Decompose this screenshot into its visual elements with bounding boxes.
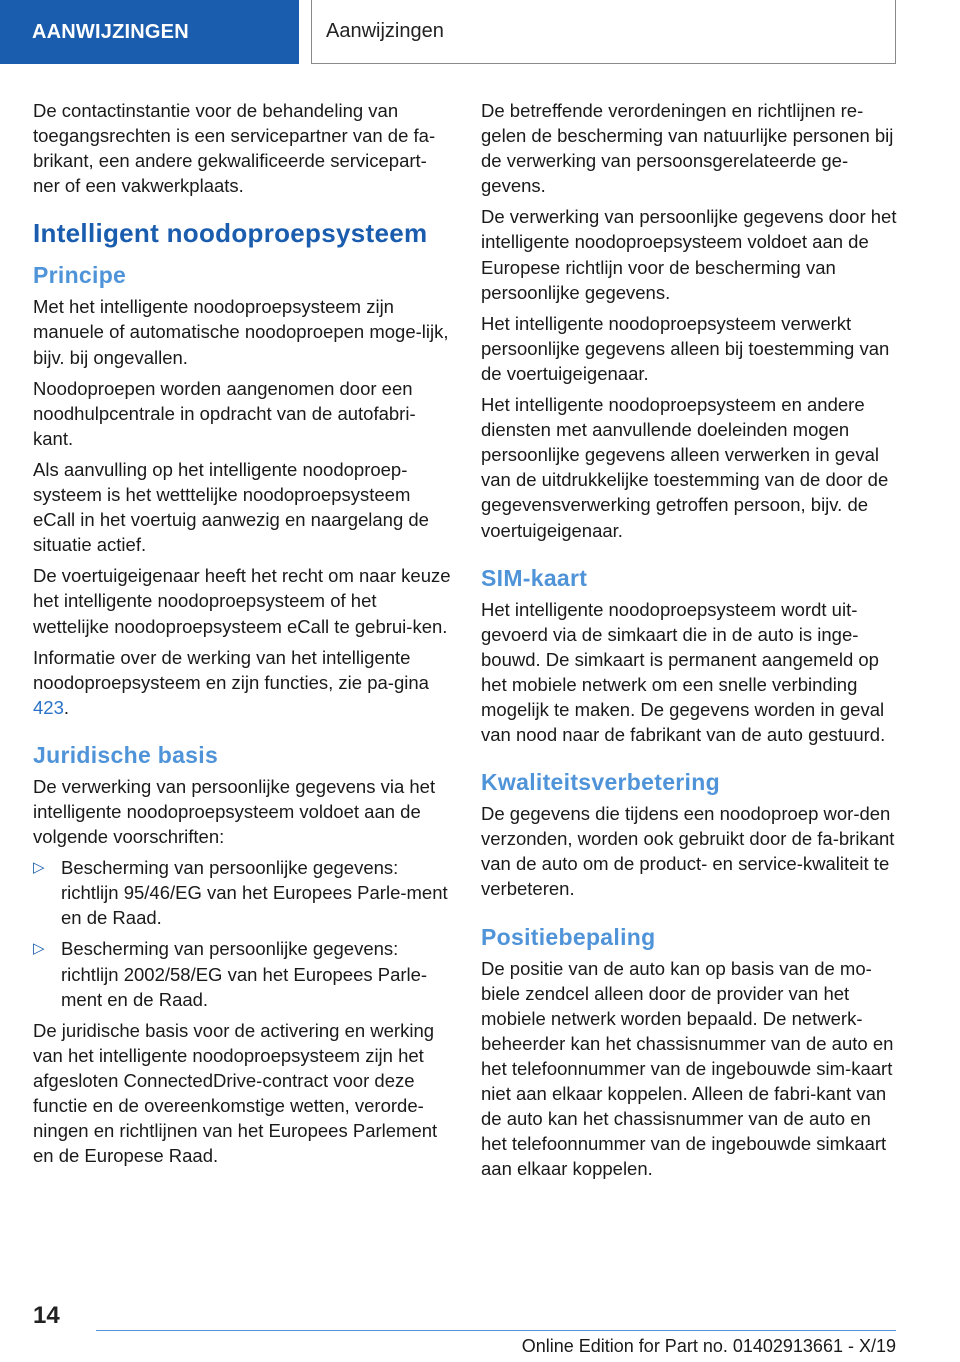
paragraph: Het intelligente noodoproepsysteem en andere diensten met aanvullende doeleinden mogen persoonlijke gegevens alleen verwerken in geval van de uitdrukkelijke toestemming van de door de gegevensverwerking getroffen persoon, bijv. de voertuigeigenaar. <box>481 394 889 541</box>
paragraph: De verwerking van persoonlijke gegevens door het intelligente noodoproepsysteem voldoet aan de Europese richtlijn voor de bescherming van persoonlijke gegevens. <box>481 206 897 303</box>
paragraph: De juridische basis voor de activering en werking van het intelligente noodoproepsysteem zijn het afgesloten ConnectedDrive-contract voor deze functie en de overeenkomstige wetten, verorde-ningen en richtlijnen van het Europees Parlement en de Europese Raad. <box>33 1019 438 1167</box>
page-heading: Intelligent noodoproepsysteem <box>33 218 428 249</box>
list-item-text: Bescherming van persoonlijke gegevens: richtlijn 95/46/EG van het Europees Parle-ment en de Raad. <box>61 857 448 929</box>
subheading-sim-kaart: SIM-kaart <box>481 564 588 591</box>
triangle-bullet-icon: ▷ <box>33 859 45 877</box>
paragraph: Het intelligente noodoproepsysteem wordt uit-gevoerd via de simkaart die in de auto is inge-bouwd. De simkaart is permanent aangemeld op het mobiele netwerk om een snelle verbinding mogelijk te maken. De gegevens worden in geval van nood naar de fabrikant van de auto gestuurd. <box>481 598 886 746</box>
list-item <box>33 855 451 930</box>
list-item <box>33 936 451 1011</box>
paragraph: Met het intelligente noodoproepsysteem zijn manuele of automatische noodoproepen moge-lijk, bijv. bij ongevallen. <box>33 296 449 368</box>
subheading-principe: Principe <box>33 262 127 289</box>
paragraph: De positie van de auto kan op basis van de mo-biele zendcel alleen door de provider van het mobiele netwerk worden bepaald. De netwerk-beheerder kan het chassisnummer van de auto en het telefoonnummer van de ingebouwde sim-kaart niet aan elkaar koppelen. Alleen de fabri-kant van de auto kan het chassisnummer van de auto en het telefoonnummer van de ingebouwde simkaart aan elkaar koppelen. <box>481 957 894 1180</box>
subheading-positiebepaling: Positiebepaling <box>481 923 656 950</box>
paragraph: Als aanvulling op het intelligente noodoproep-systeem is het wetttelijke noodoproepsysteem eCall in het voertuig aanwezig en naargelang de situatie actief. <box>33 458 429 556</box>
intro-paragraph: De contactinstantie voor de behandeling van toegangsrechten is een servicepartner van de fa-brikant, een andere gekwalificeerde servicepart-ner of een vakwerkplaats. <box>33 100 436 197</box>
list-item-text: Bescherming van persoonlijke gegevens: richtlijn 2002/58/EG van het Europees Parle-ment en de Raad. <box>61 938 428 1010</box>
subheading-juridische-basis: Juridische basis <box>33 741 219 768</box>
page-number: 14 <box>33 1302 60 1329</box>
left-column <box>33 98 451 1174</box>
paragraph: De betreffende verordeningen en richtlijnen re-gelen de bescherming van natuurlijke personen bij de verwerking van persoonsgerelateerde ge-gevens. <box>481 100 894 197</box>
page-reference-link[interactable]: 423 <box>33 696 64 718</box>
footer-divider <box>96 1330 896 1331</box>
bullet-list <box>33 855 451 1012</box>
paragraph: Het intelligente noodoproepsysteem verwerkt persoonlijke gegevens alleen bij toestemming van de voertuigeigenaar. <box>481 312 890 384</box>
paragraph-text: Informatie over de werking van het intelligente noodoproepsysteem en zijn functies, zie pa-gina <box>33 646 429 693</box>
paragraph: De verwerking van persoonlijke gegevens via het intelligente noodoproepsysteem voldoet aan de volgende voorschriften: <box>33 775 436 848</box>
paragraph: De voertuigeigenaar heeft het recht om naar keuze het intelligente noodoproepsysteem of het wettelijke noodoproepsysteem eCall te gebrui-ken. <box>33 565 451 637</box>
footer-edition: Online Edition for Part no. 01402913661 - X/19 <box>521 1336 896 1356</box>
section-title: Aanwijzingen <box>311 0 896 64</box>
paragraph-with-page-ref <box>33 645 451 720</box>
right-column <box>481 98 901 1187</box>
subheading-kwaliteitsverbetering: Kwaliteitsverbetering <box>481 769 720 796</box>
section-tab: AANWIJZINGEN <box>0 0 299 64</box>
triangle-bullet-icon: ▷ <box>33 940 45 958</box>
paragraph: Noodoproepen worden aangenomen door een noodhulpcentrale in opdracht van de autofabri-kant. <box>33 377 416 449</box>
paragraph-end: . <box>63 696 70 718</box>
paragraph: De gegevens die tijdens een noodoproep wor-den verzonden, worden ook gebruikt door de fa-brikant van de auto om de product- en service-kwaliteit te verbeteren. <box>481 803 895 900</box>
